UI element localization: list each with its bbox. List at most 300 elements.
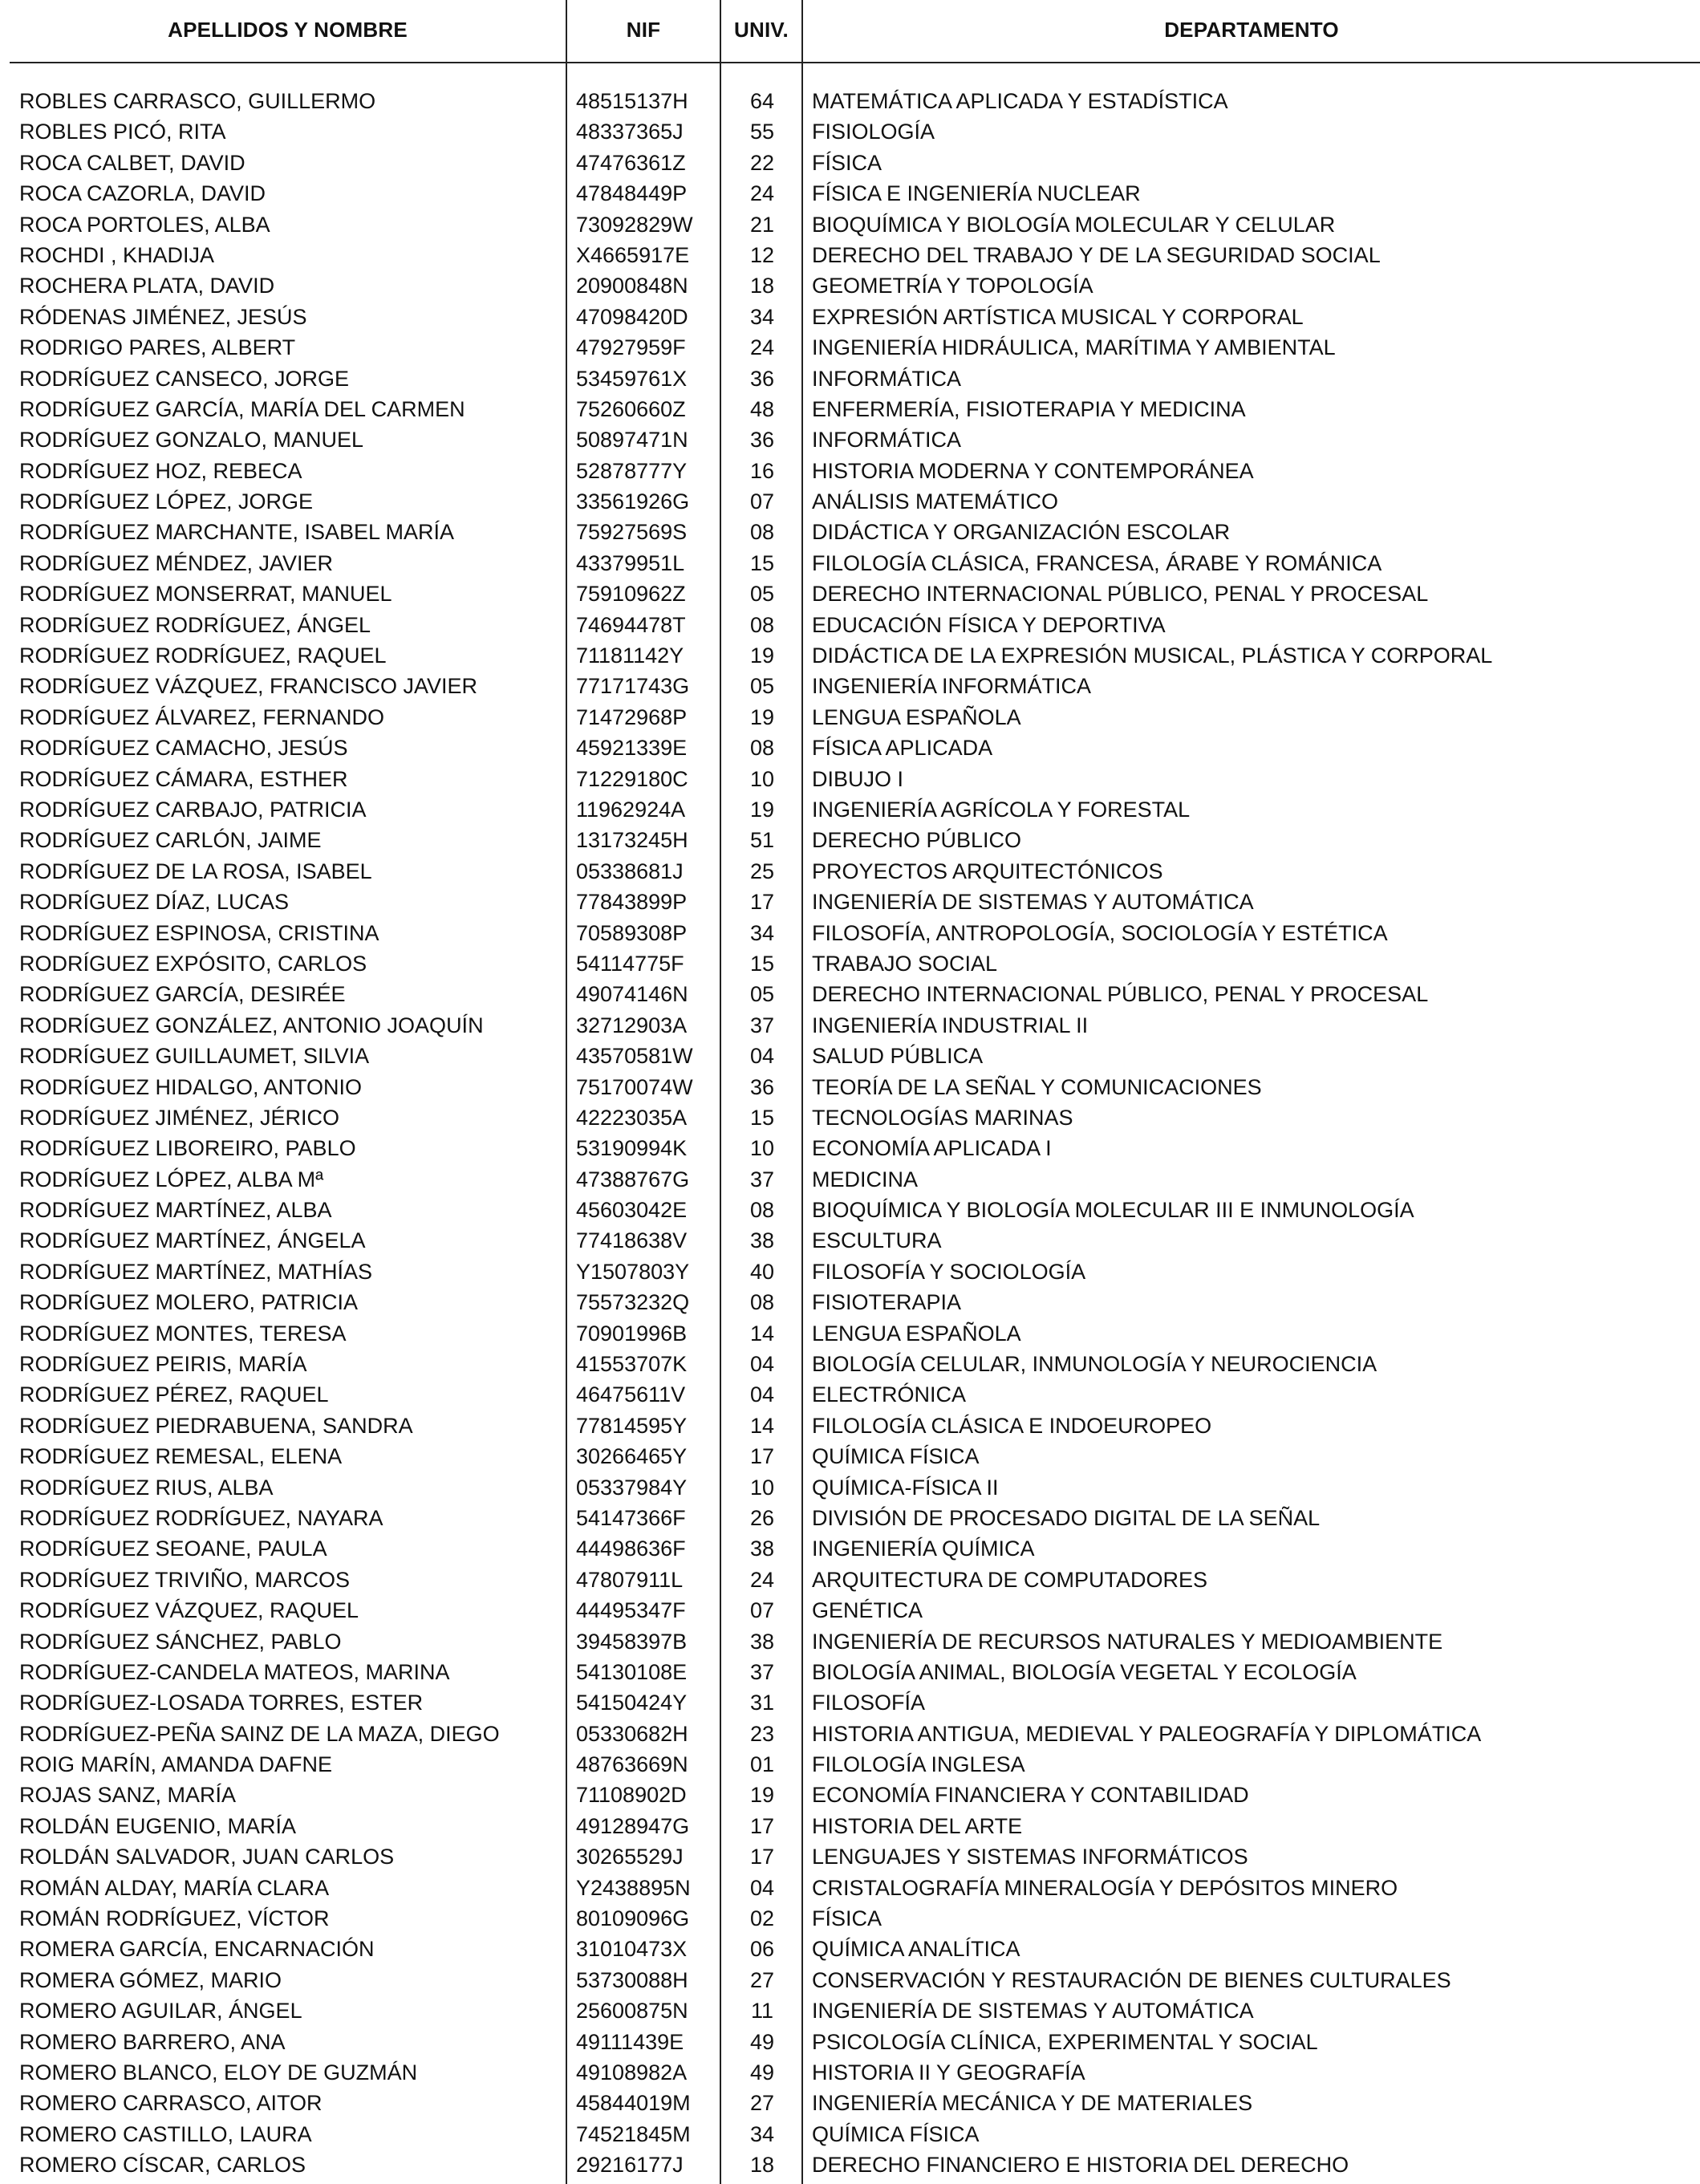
table-row (0, 1102, 1700, 1133)
cell-nif: 49074146N (576, 982, 688, 1007)
table-row (0, 394, 1700, 424)
cell-nif: 48763669N (576, 1752, 688, 1777)
cell-univ: 19 (749, 643, 775, 668)
cell-univ: 02 (749, 1906, 775, 1931)
cell-nif: 31010473X (576, 1937, 688, 1962)
cell-univ: 18 (749, 2153, 775, 2178)
table-row (0, 1041, 1700, 1071)
cell-dept: FILOSOFÍA Y SOCIOLOGÍA (812, 1259, 1086, 1284)
cell-nif: Y1507803Y (576, 1259, 690, 1284)
cell-name: ROMERA GARCÍA, ENCARNACIÓN (19, 1937, 375, 1962)
cell-dept: CRISTALOGRAFÍA MINERALOGÍA Y DEPÓSITOS MINERO (812, 1875, 1398, 1900)
table-row (0, 424, 1700, 455)
cell-name: RODRÍGUEZ LÓPEZ, ALBA Mª (19, 1167, 324, 1191)
cell-univ: 08 (749, 1198, 775, 1223)
cell-dept: INGENIERÍA DE RECURSOS NATURALES Y MEDIOAMBIENTE (812, 1629, 1443, 1654)
cell-name: RODRÍGUEZ VÁZQUEZ, FRANCISCO JAVIER (19, 674, 478, 699)
cell-name: RODRÍGUEZ RODRÍGUEZ, ÁNGEL (19, 612, 371, 637)
table-row (0, 548, 1700, 578)
cell-name: RODRÍGUEZ CARLÓN, JAIME (19, 828, 322, 853)
cell-nif: 47098420D (576, 304, 688, 329)
table-row (0, 2057, 1700, 2088)
cell-name: ROIG MARÍN, AMANDA DAFNE (19, 1752, 333, 1777)
cell-univ: 05 (749, 982, 775, 1007)
cell-univ: 10 (749, 1475, 775, 1500)
cell-nif: 47927959F (576, 335, 686, 360)
table-row (0, 1472, 1700, 1503)
cell-dept: EXPRESIÓN ARTÍSTICA MUSICAL Y CORPORAL (812, 304, 1304, 329)
table-row (0, 517, 1700, 547)
cell-nif: 47848449P (576, 181, 688, 206)
cell-univ: 04 (749, 1382, 775, 1407)
cell-dept: BIOLOGÍA CELULAR, INMUNOLOGÍA Y NEUROCIENCIA (812, 1352, 1377, 1377)
cell-dept: PROYECTOS ARQUITECTÓNICOS (812, 859, 1163, 883)
cell-name: RODRÍGUEZ EXPÓSITO, CARLOS (19, 951, 367, 976)
cell-name: RODRÍGUEZ GUILLAUMET, SILVIA (19, 1044, 370, 1069)
cell-dept: INGENIERÍA INFORMÁTICA (812, 674, 1092, 699)
table-row (0, 1195, 1700, 1225)
cell-univ: 38 (749, 1629, 775, 1654)
cell-name: ROBLES CARRASCO, GUILLERMO (19, 89, 376, 113)
table-row (0, 1841, 1700, 1872)
cell-nif: 73092829W (576, 212, 693, 237)
cell-name: RODRÍGUEZ CAMACHO, JESÚS (19, 736, 348, 761)
cell-nif: 49111439E (576, 2029, 684, 2054)
cell-dept: ELECTRÓNICA (812, 1382, 967, 1407)
cell-univ: 15 (749, 550, 775, 575)
cell-dept: FÍSICA APLICADA (812, 736, 993, 761)
header-name: APELLIDOS Y NOMBRE (168, 18, 408, 42)
cell-dept: DERECHO INTERNACIONAL PÚBLICO, PENAL Y PROCESAL (812, 582, 1429, 607)
cell-dept: ECONOMÍA APLICADA I (812, 1136, 1052, 1161)
cell-dept: QUÍMICA FÍSICA (812, 2121, 980, 2146)
cell-dept: INGENIERÍA AGRÍCOLA Y FORESTAL (812, 797, 1191, 822)
cell-nif: 74694478T (576, 612, 686, 637)
cell-nif: Y2438895N (576, 1875, 691, 1900)
cell-dept: FÍSICA (812, 150, 882, 175)
cell-nif: 75573232Q (576, 1290, 690, 1315)
cell-univ: 38 (749, 1537, 775, 1561)
table-row (0, 332, 1700, 363)
table-row (0, 1873, 1700, 1903)
cell-nif: 30266465Y (576, 1444, 688, 1469)
table-row (0, 1379, 1700, 1410)
table-row (0, 702, 1700, 733)
cell-nif: 71181142Y (576, 643, 684, 668)
cell-name: ROCA PORTOLES, ALBA (19, 212, 270, 237)
cell-dept: GENÉTICA (812, 1598, 923, 1623)
cell-name: ROMERO CASTILLO, LAURA (19, 2121, 312, 2146)
cell-nif: 54147366F (576, 1505, 686, 1530)
cell-dept: BIOQUÍMICA Y BIOLOGÍA MOLECULAR Y CELULAR (812, 212, 1336, 237)
cell-nif: 54150424Y (576, 1691, 688, 1715)
cell-name: RODRÍGUEZ REMESAL, ELENA (19, 1444, 343, 1469)
cell-dept: ENFERMERÍA, FISIOTERAPIA Y MEDICINA (812, 396, 1246, 421)
table-row (0, 1133, 1700, 1163)
cell-dept: DIDÁCTICA DE LA EXPRESIÓN MUSICAL, PLÁSTICA Y CORPORAL (812, 643, 1493, 668)
cell-univ: 17 (749, 890, 775, 915)
cell-name: RODRÍGUEZ CARBAJO, PATRICIA (19, 797, 367, 822)
table-row (0, 825, 1700, 855)
table-row (0, 240, 1700, 270)
cell-name: RODRÍGUEZ LIBOREIRO, PABLO (19, 1136, 356, 1161)
header-nif: NIF (626, 18, 661, 42)
cell-name: RODRÍGUEZ MARTÍNEZ, ÁNGELA (19, 1228, 366, 1253)
cell-dept: MATEMÁTICA APLICADA Y ESTADÍSTICA (812, 89, 1228, 113)
cell-univ: 31 (749, 1691, 775, 1715)
cell-dept: FILOLOGÍA INGLESA (812, 1752, 1025, 1777)
table-row (0, 1934, 1700, 1964)
table-row (0, 979, 1700, 1009)
cell-name: RODRIGO PARES, ALBERT (19, 335, 296, 360)
cell-univ: 18 (749, 274, 775, 298)
cell-name: RODRÍGUEZ SÁNCHEZ, PABLO (19, 1629, 342, 1654)
cell-nif: 48337365J (576, 120, 684, 144)
cell-name: ROBLES PICÓ, RITA (19, 120, 226, 144)
cell-univ: 36 (749, 366, 775, 391)
table-row (0, 1256, 1700, 1287)
cell-dept: HISTORIA DEL ARTE (812, 1813, 1023, 1838)
cell-univ: 19 (749, 704, 775, 729)
cell-name: RODRÍGUEZ HOZ, REBECA (19, 458, 302, 483)
cell-nif: 53730088H (576, 1967, 688, 1992)
cell-dept: SALUD PÚBLICA (812, 1044, 984, 1069)
header-underline (10, 62, 1700, 63)
cell-nif: 46475611V (576, 1382, 686, 1407)
table-row (0, 1687, 1700, 1718)
cell-dept: FÍSICA (812, 1906, 882, 1931)
cell-univ: 26 (749, 1505, 775, 1530)
cell-name: ROCHDI , KHADIJA (19, 242, 215, 267)
cell-name: RODRÍGUEZ PÉREZ, RAQUEL (19, 1382, 329, 1407)
cell-univ: 11 (750, 1999, 774, 2024)
cell-univ: 14 (749, 1321, 775, 1346)
cell-dept: MEDICINA (812, 1167, 919, 1191)
table-row (0, 1010, 1700, 1041)
table-row (0, 456, 1700, 486)
table-row (0, 640, 1700, 671)
cell-dept: FISIOTERAPIA (812, 1290, 962, 1315)
table-row (0, 1503, 1700, 1533)
cell-nif: 25600875N (576, 1999, 688, 2024)
cell-univ: 10 (749, 1136, 775, 1161)
cell-dept: QUÍMICA ANALÍTICA (812, 1937, 1020, 1962)
cell-name: RODRÍGUEZ HIDALGO, ANTONIO (19, 1074, 363, 1099)
cell-univ: 27 (749, 2091, 775, 2116)
cell-univ: 21 (749, 212, 775, 237)
cell-nif: 45921339E (576, 736, 688, 761)
cell-dept: LENGUAJES Y SISTEMAS INFORMÁTICOS (812, 1845, 1248, 1869)
cell-name: RODRÍGUEZ JIMÉNEZ, JÉRICO (19, 1105, 340, 1130)
table-row (0, 733, 1700, 763)
table-row (0, 1164, 1700, 1195)
cell-nif: 52878777Y (576, 458, 688, 483)
cell-univ: 06 (749, 1937, 775, 1962)
cell-dept: DIDÁCTICA Y ORGANIZACIÓN ESCOLAR (812, 520, 1231, 545)
cell-univ: 12 (749, 242, 775, 267)
cell-univ: 17 (749, 1845, 775, 1869)
cell-univ: 48 (749, 396, 775, 421)
cell-dept: HISTORIA MODERNA Y CONTEMPORÁNEA (812, 458, 1254, 483)
cell-nif: 20900848N (576, 274, 688, 298)
cell-univ: 04 (749, 1352, 775, 1377)
table-row (0, 209, 1700, 240)
cell-univ: 22 (749, 150, 775, 175)
cell-univ: 27 (749, 1967, 775, 1992)
cell-univ: 08 (749, 612, 775, 637)
cell-nif: 75170074W (576, 1074, 693, 1099)
cell-name: RODRÍGUEZ ESPINOSA, CRISTINA (19, 920, 379, 945)
cell-univ: 04 (749, 1875, 775, 1900)
cell-nif: 47807911L (576, 1567, 684, 1592)
cell-univ: 07 (749, 1598, 775, 1623)
cell-name: RODRÍGUEZ MARCHANTE, ISABEL MARÍA (19, 520, 455, 545)
cell-nif: 75260660Z (576, 396, 686, 421)
cell-univ: 08 (749, 1290, 775, 1315)
cell-univ: 37 (749, 1013, 775, 1037)
cell-univ: 05 (749, 582, 775, 607)
cell-nif: 48515137H (576, 89, 688, 113)
cell-nif: 43379951L (576, 550, 685, 575)
cell-univ: 38 (749, 1228, 775, 1253)
cell-nif: 71472968P (576, 704, 688, 729)
cell-dept: DERECHO DEL TRABAJO Y DE LA SEGURIDAD SOCIAL (812, 242, 1381, 267)
table-row (0, 887, 1700, 917)
cell-name: RODRÍGUEZ DÍAZ, LUCAS (19, 890, 290, 915)
table-body (0, 86, 1700, 2181)
table-row (0, 948, 1700, 979)
cell-dept: QUÍMICA-FÍSICA II (812, 1475, 999, 1500)
cell-univ: 55 (749, 120, 775, 144)
cell-dept: ARQUITECTURA DE COMPUTADORES (812, 1567, 1208, 1592)
cell-dept: INFORMÁTICA (812, 366, 961, 391)
cell-dept: BIOQUÍMICA Y BIOLOGÍA MOLECULAR III E INMUNOLOGÍA (812, 1198, 1414, 1223)
cell-nif: 54114775F (576, 951, 684, 976)
table-row (0, 2027, 1700, 2057)
cell-name: RODRÍGUEZ VÁZQUEZ, RAQUEL (19, 1598, 359, 1623)
cell-nif: 05330682H (576, 1721, 688, 1746)
table-row (0, 116, 1700, 147)
cell-name: RODRÍGUEZ-LOSADA TORRES, ESTER (19, 1691, 424, 1715)
cell-name: ROLDÁN EUGENIO, MARÍA (19, 1813, 297, 1838)
cell-nif: 30265529J (576, 1845, 684, 1869)
cell-dept: FILOSOFÍA, ANTROPOLOGÍA, SOCIOLOGÍA Y ESTÉTICA (812, 920, 1388, 945)
cell-univ: 04 (749, 1044, 775, 1069)
cell-univ: 08 (749, 736, 775, 761)
cell-name: RODRÍGUEZ TRIVIÑO, MARCOS (19, 1567, 351, 1592)
cell-name: ROMERO CARRASCO, AITOR (19, 2091, 323, 2116)
cell-univ: 34 (749, 304, 775, 329)
cell-univ: 17 (749, 1813, 775, 1838)
cell-univ: 34 (749, 920, 775, 945)
table-row (0, 1965, 1700, 1995)
cell-nif: 75927569S (576, 520, 688, 545)
cell-univ: 14 (749, 1413, 775, 1438)
cell-nif: 47476361Z (576, 150, 686, 175)
cell-nif: 44495347F (576, 1598, 686, 1623)
cell-dept: PSICOLOGÍA CLÍNICA, EXPERIMENTAL Y SOCIAL (812, 2029, 1318, 2054)
cell-dept: FILOLOGÍA CLÁSICA E INDOEUROPEO (812, 1413, 1212, 1438)
cell-nif: 80109096G (576, 1906, 690, 1931)
cell-univ: 40 (749, 1259, 775, 1284)
cell-univ: 37 (749, 1659, 775, 1684)
cell-name: ROMERA GÓMEZ, MARIO (19, 1967, 282, 1992)
table-row (0, 578, 1700, 609)
cell-dept: DERECHO INTERNACIONAL PÚBLICO, PENAL Y PROCESAL (812, 982, 1429, 1007)
cell-univ: 36 (749, 428, 775, 453)
cell-nif: 70901996B (576, 1321, 688, 1346)
cell-dept: TRABAJO SOCIAL (812, 951, 998, 976)
cell-dept: ESCULTURA (812, 1228, 942, 1253)
cell-dept: INGENIERÍA QUÍMICA (812, 1537, 1035, 1561)
cell-univ: 15 (749, 951, 775, 976)
cell-name: ROMERO BARRERO, ANA (19, 2029, 286, 2054)
cell-name: ROCA CAZORLA, DAVID (19, 181, 266, 206)
cell-name: RODRÍGUEZ RODRÍGUEZ, NAYARA (19, 1505, 383, 1530)
table-row (0, 148, 1700, 178)
cell-univ: 37 (749, 1167, 775, 1191)
cell-name: RODRÍGUEZ RIUS, ALBA (19, 1475, 274, 1500)
table-row (0, 178, 1700, 209)
cell-nif: 53459761X (576, 366, 688, 391)
cell-dept: HISTORIA ANTIGUA, MEDIEVAL Y PALEOGRAFÍA Y DIPLOMÁTICA (812, 1721, 1482, 1746)
table-row (0, 1411, 1700, 1441)
cell-univ: 49 (749, 2029, 775, 2054)
cell-dept: DIBUJO I (812, 766, 904, 791)
cell-name: RÓDENAS JIMÉNEZ, JESÚS (19, 304, 307, 329)
table-row (0, 1749, 1700, 1780)
table-row (0, 363, 1700, 394)
cell-name: ROMÁN RODRÍGUEZ, VÍCTOR (19, 1906, 330, 1931)
cell-name: ROCA CALBET, DAVID (19, 150, 245, 175)
cell-univ: 24 (749, 181, 775, 206)
cell-nif: 32712903A (576, 1013, 688, 1037)
cell-univ: 64 (749, 89, 775, 113)
header-dept: DEPARTAMENTO (1164, 18, 1339, 42)
cell-nif: X4665917E (576, 242, 690, 267)
table-row (0, 1533, 1700, 1564)
cell-dept: FISIOLOGÍA (812, 120, 935, 144)
cell-univ: 01 (749, 1752, 775, 1777)
cell-dept: DERECHO FINANCIERO E HISTORIA DEL DERECHO (812, 2153, 1349, 2178)
table-row (0, 1441, 1700, 1472)
cell-name: ROMERO BLANCO, ELOY DE GUZMÁN (19, 2060, 418, 2085)
cell-nif: 13173245H (576, 828, 688, 853)
cell-univ: 24 (749, 1567, 775, 1592)
cell-univ: 10 (749, 766, 775, 791)
table-row (0, 794, 1700, 825)
cell-univ: 16 (749, 458, 775, 483)
cell-nif: 05338681J (576, 859, 684, 883)
cell-univ: 15 (749, 1105, 775, 1130)
cell-nif: 77171743G (576, 674, 690, 699)
cell-name: RODRÍGUEZ MONTES, TERESA (19, 1321, 347, 1346)
cell-nif: 45844019M (576, 2091, 691, 2116)
cell-univ: 08 (749, 520, 775, 545)
table-row (0, 270, 1700, 301)
cell-name: RODRÍGUEZ MOLERO, PATRICIA (19, 1290, 359, 1315)
table-row (0, 1903, 1700, 1934)
table-row (0, 610, 1700, 640)
cell-name: ROMERO CÍSCAR, CARLOS (19, 2153, 306, 2178)
cell-univ: 25 (749, 859, 775, 883)
cell-nif: 53190994K (576, 1136, 688, 1161)
cell-name: ROLDÁN SALVADOR, JUAN CARLOS (19, 1845, 395, 1869)
cell-dept: QUÍMICA FÍSICA (812, 1444, 980, 1469)
cell-dept: FÍSICA E INGENIERÍA NUCLEAR (812, 181, 1141, 206)
cell-name: RODRÍGUEZ ÁLVAREZ, FERNANDO (19, 704, 385, 729)
cell-name: RODRÍGUEZ PEIRIS, MARÍA (19, 1352, 307, 1377)
cell-name: ROCHERA PLATA, DAVID (19, 274, 275, 298)
table-row (0, 1595, 1700, 1626)
table-row (0, 764, 1700, 794)
table-row (0, 856, 1700, 887)
cell-univ: 49 (749, 2060, 775, 2085)
cell-name: RODRÍGUEZ GARCÍA, MARÍA DEL CARMEN (19, 396, 465, 421)
cell-name: RODRÍGUEZ MARTÍNEZ, ALBA (19, 1198, 332, 1223)
cell-nif: 77843899P (576, 890, 688, 915)
cell-dept: HISTORIA II Y GEOGRAFÍA (812, 2060, 1085, 2085)
table-row (0, 1225, 1700, 1256)
cell-name: RODRÍGUEZ SEOANE, PAULA (19, 1537, 327, 1561)
cell-univ: 19 (749, 1783, 775, 1808)
cell-univ: 19 (749, 797, 775, 822)
cell-dept: INGENIERÍA DE SISTEMAS Y AUTOMÁTICA (812, 1999, 1254, 2024)
table-row (0, 1318, 1700, 1349)
cell-dept: FILOLOGÍA CLÁSICA, FRANCESA, ÁRABE Y ROMÁNICA (812, 550, 1382, 575)
cell-name: RODRÍGUEZ DE LA ROSA, ISABEL (19, 859, 372, 883)
cell-nif: 05337984Y (576, 1475, 688, 1500)
cell-dept: INGENIERÍA INDUSTRIAL II (812, 1013, 1089, 1037)
cell-dept: LENGUA ESPAÑOLA (812, 704, 1021, 729)
cell-dept: CONSERVACIÓN Y RESTAURACIÓN DE BIENES CULTURALES (812, 1967, 1451, 1992)
cell-nif: 45603042E (576, 1198, 688, 1223)
table-row (0, 1287, 1700, 1317)
table-row (0, 1811, 1700, 1841)
cell-nif: 42223035A (576, 1105, 688, 1130)
cell-name: RODRÍGUEZ PIEDRABUENA, SANDRA (19, 1413, 413, 1438)
cell-dept: DIVISIÓN DE PROCESADO DIGITAL DE LA SEÑAL (812, 1505, 1321, 1530)
cell-nif: 29216177J (576, 2153, 684, 2178)
cell-nif: 77814595Y (576, 1413, 688, 1438)
table-row (0, 302, 1700, 332)
cell-nif: 49108982A (576, 2060, 688, 2085)
table-row (0, 918, 1700, 948)
cell-dept: BIOLOGÍA ANIMAL, BIOLOGÍA VEGETAL Y ECOLOGÍA (812, 1659, 1357, 1684)
cell-nif: 39458397B (576, 1629, 688, 1654)
cell-univ: 05 (749, 674, 775, 699)
cell-dept: EDUCACIÓN FÍSICA Y DEPORTIVA (812, 612, 1166, 637)
cell-nif: 71229180C (576, 766, 688, 791)
cell-name: RODRÍGUEZ GARCÍA, DESIRÉE (19, 982, 346, 1007)
cell-name: RODRÍGUEZ RODRÍGUEZ, RAQUEL (19, 643, 387, 668)
cell-univ: 17 (749, 1444, 775, 1469)
cell-dept: ANÁLISIS MATEMÁTICO (812, 489, 1059, 514)
cell-nif: 43570581W (576, 1044, 693, 1069)
cell-dept: FILOSOFÍA (812, 1691, 926, 1715)
cell-name: RODRÍGUEZ MARTÍNEZ, MATHÍAS (19, 1259, 373, 1284)
cell-nif: 50897471N (576, 428, 688, 453)
cell-nif: 49128947G (576, 1813, 690, 1838)
cell-dept: INFORMÁTICA (812, 428, 961, 453)
cell-univ: 23 (749, 1721, 775, 1746)
table-row (0, 1349, 1700, 1379)
header-univ: UNIV. (734, 18, 789, 42)
cell-univ: 36 (749, 1074, 775, 1099)
table-row (0, 671, 1700, 701)
table-row (0, 1565, 1700, 1595)
table-row (0, 86, 1700, 116)
